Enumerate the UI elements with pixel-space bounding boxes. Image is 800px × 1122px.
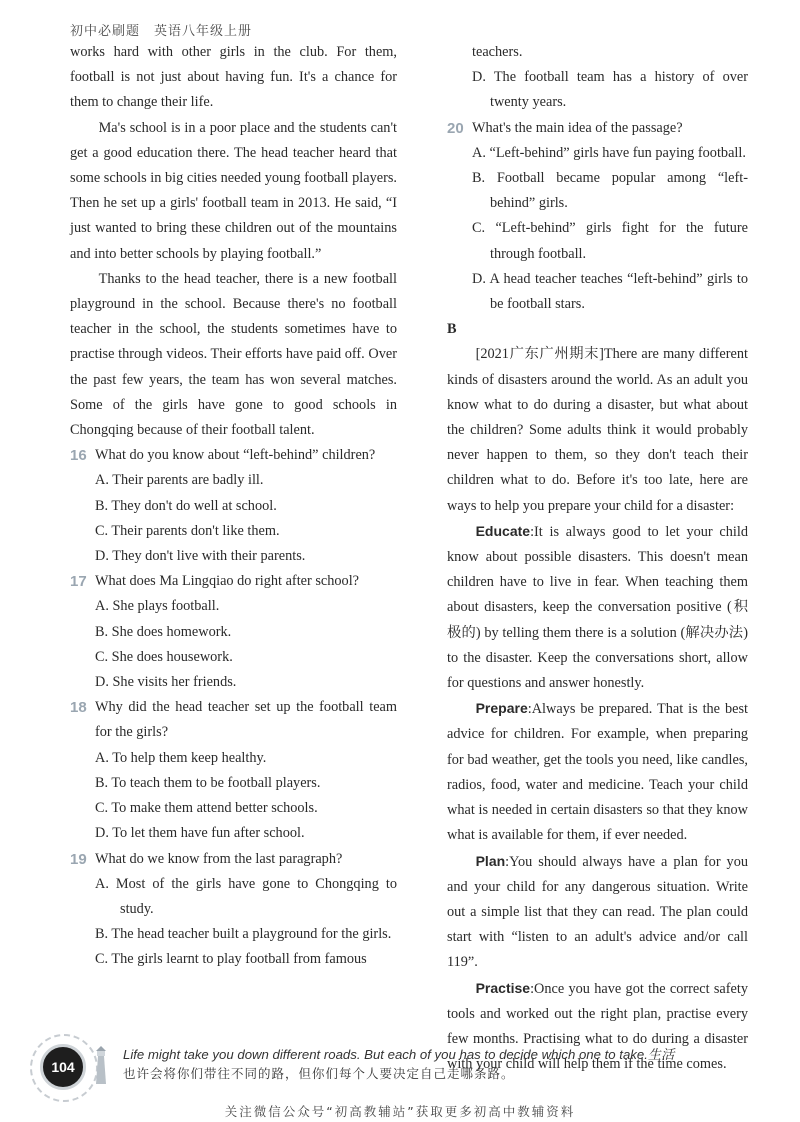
keyword: Practise [475, 979, 531, 996]
question-text: What do we know from the last paragraph? [95, 850, 343, 867]
option: B. The head teacher built a playground for the girls. [95, 926, 392, 943]
option: C. The girls learnt to play football from famous [95, 951, 367, 968]
option: C. Their parents don't like them. [95, 522, 280, 539]
keyword: Plan [475, 852, 506, 869]
question-text: Why did the head teacher set up the football team for the girls? [95, 699, 397, 741]
section-heading: B [447, 321, 457, 338]
question-number: 18 [70, 699, 87, 717]
question-16 [70, 443, 397, 468]
option: A. To help them keep healthy. [95, 749, 267, 766]
left-column [70, 40, 397, 973]
option: B. To teach them to be football players. [95, 774, 321, 791]
promo-line: 关注微信公众号“初高教辅站”获取更多初高中教辅资料 [224, 1104, 576, 1119]
option: C. To make them attend better schools. [95, 800, 318, 817]
option: D. The football team has a history of over twenty years. [472, 69, 748, 111]
question-17 [70, 569, 397, 594]
question-number: 19 [70, 850, 87, 868]
option: A. She plays football. [95, 598, 220, 615]
option: A. Most of the girls have gone to Chongqing to study. [95, 875, 397, 917]
question-text: What's the main idea of the passage? [472, 119, 683, 136]
question-20 [447, 116, 748, 141]
option: C. “Left-behind” girls fight for the future through football. [472, 220, 748, 262]
keyword: Prepare [475, 700, 528, 717]
paragraph-prepare: Prepare:Always be prepared. That is the best advice for children. For example, when preparing for bad weather, get the tools you need, like candles, radios, food, water and medicine. Teach your child what is needed in certain disasters so that they know what is available for them, if ever needed. [447, 700, 748, 844]
paragraph-practise: Practise:Once you have got the correct safety tools and worked out the right plan, practise every few months. Practising what to do during a disaster with your child will help them if the time comes. [447, 979, 748, 1073]
option: A. “Left-behind” girls have fun paying football. [472, 144, 746, 161]
question-19 [70, 847, 397, 872]
option-continuation: teachers. [472, 44, 523, 60]
passage-intro: [2021广东广州期末]There are many different kinds of disasters around the world. As an adult you know what to do during a disaster, but what about the children? Some adults think it would probably never happen to them, so they don't teach their children what to do. Before it's too late, here are ways to help you prepare your child for a disaster: [447, 346, 748, 514]
option: B. Football became popular among “left-behind” girls. [472, 170, 748, 212]
page-header [70, 20, 252, 39]
option: B. She does homework. [95, 623, 232, 640]
option: D. A head teacher teaches “left-behind” girls to be football stars. [472, 270, 748, 313]
lighthouse-icon [92, 1046, 110, 1086]
paragraph: Ma's school is in a poor place and the students can't get a good education there. The head teacher heard that some schools in big cities needed young football players. Then he set up a girls' football team in 2013. He said, “I just wanted to bring these children out of the mountains and into better schools by playing football.” [70, 119, 397, 262]
option: C. She does housework. [95, 648, 233, 665]
question-number: 16 [70, 447, 87, 465]
page-number: 104 [40, 1044, 86, 1090]
footer-band [40, 1038, 760, 1100]
question-text: What does Ma Lingqiao do right after school? [95, 573, 360, 590]
right-column [447, 40, 748, 1077]
option: A. Their parents are badly ill. [95, 472, 264, 489]
question-text: What do you know about “left-behind” children? [95, 447, 376, 464]
option: D. They don't live with their parents. [95, 548, 306, 565]
motto-english: Life might take you down different roads. But each of you has to decide which one to take.生活 [123, 1047, 675, 1062]
option: B. They don't do well at school. [95, 497, 277, 514]
paragraph: Thanks to the head teacher, there is a new football playground in the school. Because there's no football teacher in the school, the students sometimes have to practise through videos. Their efforts have paid off. Over the past few years, the team has won several matches. Some of the girls have gone to good schools in Chongqing because of their football talent. [70, 270, 397, 439]
option: D. To let them have fun after school. [95, 825, 305, 842]
keyword: Educate [475, 522, 531, 539]
paragraph: works hard with other girls in the club. For them, football is not just about having fun. It's a chance for them to change their life. [70, 44, 397, 111]
question-number: 17 [70, 573, 87, 591]
option: D. She visits her friends. [95, 674, 237, 691]
book-title: 初中必刷题 [70, 24, 141, 39]
paragraph-plan: Plan:You should always have a plan for you and your child for any dangerous situation. Write out a simple list that they can read. The plan could start with “listen to an adult's advice and/or call 119”. [447, 852, 748, 971]
motto-chinese: 也许会将你们带往不同的路，但你们每个人要决定自己走哪条路。 [123, 1066, 515, 1081]
question-number: 20 [447, 119, 464, 137]
paragraph-educate: Educate:It is always good to let your child know about possible disasters. This doesn't mean children have to live in fear. When teaching them about disasters, keep the conversation positive (积极的) by telling them there is a solution (解决办法) to the disaster. Keep the conversations short, allow for questions and answer honestly. [447, 522, 748, 692]
question-18 [70, 695, 397, 745]
book-subject: 英语八年级上册 [154, 24, 253, 39]
